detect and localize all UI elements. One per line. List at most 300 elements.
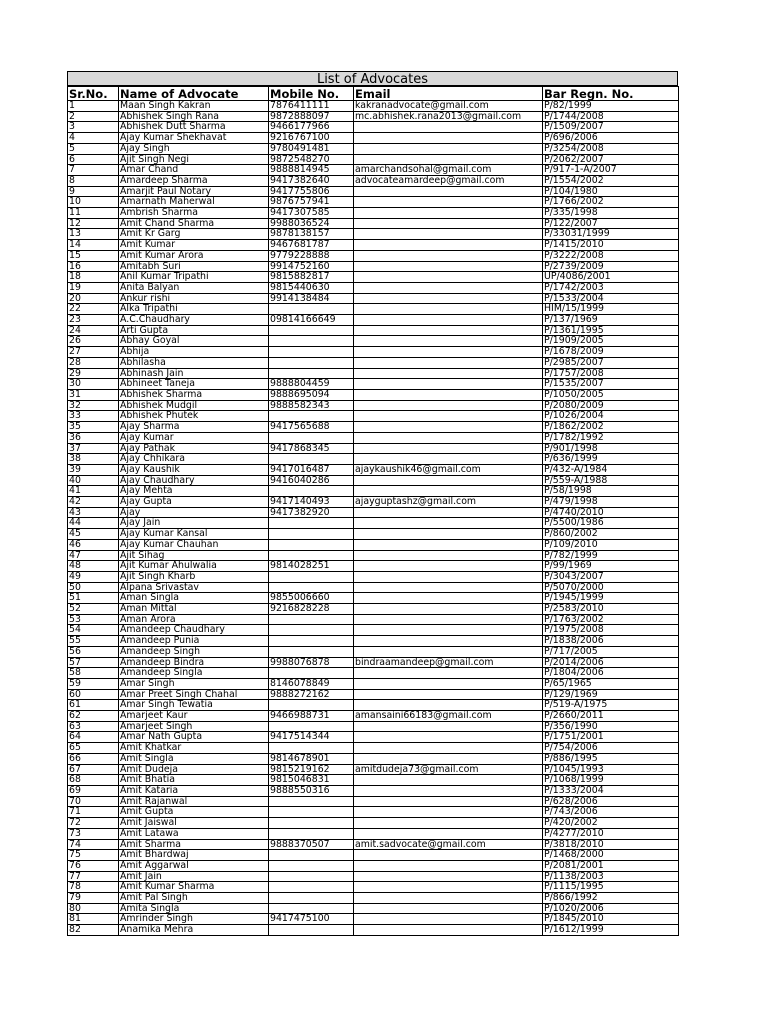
email-cell — [354, 443, 543, 454]
mobile-cell: 9417514344 — [269, 732, 354, 743]
name-cell: Ajit Singh Kharb — [119, 571, 269, 582]
bar-regn-cell: P/5500/1986 — [543, 518, 679, 529]
bar-regn-cell: P/1068/1999 — [543, 775, 679, 786]
bar-regn-cell: P/122/2007 — [543, 218, 679, 229]
bar-regn-cell: P/335/1998 — [543, 208, 679, 219]
sr-no-cell: 23 — [68, 315, 119, 326]
table-row — [68, 657, 679, 668]
mobile-cell — [269, 336, 354, 347]
sr-no-cell: 63 — [68, 721, 119, 732]
email-cell — [354, 925, 543, 936]
name-cell: Ajit Sihag — [119, 550, 269, 561]
bar-regn-cell: P/2583/2010 — [543, 604, 679, 615]
table-row — [68, 807, 679, 818]
bar-regn-cell: P/1763/2002 — [543, 614, 679, 625]
table-row — [68, 903, 679, 914]
email-cell — [354, 903, 543, 914]
name-cell: Ajay Gupta — [119, 497, 269, 508]
bar-regn-cell: P/743/2006 — [543, 807, 679, 818]
mobile-cell — [269, 529, 354, 540]
sr-no-cell: 22 — [68, 304, 119, 315]
sr-no-cell: 52 — [68, 604, 119, 615]
table-row — [68, 143, 679, 154]
mobile-cell: 9417016487 — [269, 464, 354, 475]
email-cell: amansaini66183@gmail.com — [354, 711, 543, 722]
name-cell: Ajay Singh — [119, 143, 269, 154]
bar-regn-cell: P/1509/2007 — [543, 122, 679, 133]
bar-regn-cell: P/1361/1995 — [543, 325, 679, 336]
sr-no-cell: 11 — [68, 208, 119, 219]
table-row — [68, 357, 679, 368]
sheet-title: List of Advocates — [67, 71, 678, 86]
email-cell — [354, 871, 543, 882]
name-cell: Anil Kumar Tripathi — [119, 272, 269, 283]
email-cell — [354, 882, 543, 893]
bar-regn-cell: P/1533/2004 — [543, 293, 679, 304]
mobile-cell: 9815046831 — [269, 775, 354, 786]
name-cell: Abhinash Jain — [119, 368, 269, 379]
sr-no-cell: 33 — [68, 411, 119, 422]
bar-regn-cell: P/2985/2007 — [543, 357, 679, 368]
mobile-cell — [269, 614, 354, 625]
mobile-cell — [269, 454, 354, 465]
mobile-cell: 9467681787 — [269, 240, 354, 251]
mobile-cell — [269, 357, 354, 368]
bar-regn-cell: P/2081/2001 — [543, 860, 679, 871]
table-row — [68, 101, 679, 112]
bar-regn-cell: P/2660/2011 — [543, 711, 679, 722]
mobile-cell: 9417307585 — [269, 208, 354, 219]
sr-no-cell: 28 — [68, 357, 119, 368]
table-row — [68, 732, 679, 743]
mobile-cell — [269, 304, 354, 315]
email-cell — [354, 646, 543, 657]
bar-regn-cell: P/1333/2004 — [543, 786, 679, 797]
sr-no-cell: 73 — [68, 828, 119, 839]
name-cell: Arti Gupta — [119, 325, 269, 336]
table-row — [68, 550, 679, 561]
mobile-cell — [269, 646, 354, 657]
table-row — [68, 454, 679, 465]
name-cell: Abhishek Mudgil — [119, 400, 269, 411]
email-cell — [354, 475, 543, 486]
mobile-cell — [269, 368, 354, 379]
sr-no-cell: 58 — [68, 668, 119, 679]
sr-no-cell: 55 — [68, 636, 119, 647]
sr-no-cell: 53 — [68, 614, 119, 625]
name-cell: Amar Chand — [119, 165, 269, 176]
name-cell: Amandeep Singla — [119, 668, 269, 679]
email-cell — [354, 422, 543, 433]
bar-regn-cell: P/1782/1992 — [543, 432, 679, 443]
sr-no-cell: 57 — [68, 657, 119, 668]
table-row — [68, 818, 679, 829]
name-cell: Amit Bhardwaj — [119, 850, 269, 861]
mobile-cell — [269, 925, 354, 936]
email-cell — [354, 550, 543, 561]
mobile-cell: 9888272162 — [269, 689, 354, 700]
email-cell — [354, 208, 543, 219]
sr-no-cell: 1 — [68, 101, 119, 112]
name-cell: Amit Singla — [119, 753, 269, 764]
sr-no-cell: 66 — [68, 753, 119, 764]
table-row — [68, 753, 679, 764]
sr-no-cell: 78 — [68, 882, 119, 893]
mobile-cell: 9872888097 — [269, 111, 354, 122]
sr-no-cell: 54 — [68, 625, 119, 636]
email-cell — [354, 807, 543, 818]
table-body — [68, 101, 679, 936]
mobile-cell: 9878138157 — [269, 229, 354, 240]
table-row — [68, 443, 679, 454]
bar-regn-cell: P/479/1998 — [543, 497, 679, 508]
sr-no-cell: 4 — [68, 133, 119, 144]
table-row — [68, 636, 679, 647]
name-cell: Amit Rajanwal — [119, 796, 269, 807]
name-cell: Amitabh Suri — [119, 261, 269, 272]
mobile-cell: 9876757941 — [269, 197, 354, 208]
table-row — [68, 422, 679, 433]
sr-no-cell: 70 — [68, 796, 119, 807]
sr-no-cell: 18 — [68, 272, 119, 283]
header-name: Name of Advocate — [119, 87, 269, 101]
table-row — [68, 208, 679, 219]
name-cell: Amandeep Singh — [119, 646, 269, 657]
name-cell: Amit Chand Sharma — [119, 218, 269, 229]
bar-regn-cell: P/1020/2006 — [543, 903, 679, 914]
sr-no-cell: 8 — [68, 175, 119, 186]
name-cell: Amit Kumar — [119, 240, 269, 251]
table-row — [68, 689, 679, 700]
bar-regn-cell: P/2014/2006 — [543, 657, 679, 668]
name-cell: Amrinder Singh — [119, 914, 269, 925]
sr-no-cell: 51 — [68, 593, 119, 604]
email-cell — [354, 315, 543, 326]
bar-regn-cell: UP/4086/2001 — [543, 272, 679, 283]
table-row — [68, 336, 679, 347]
table-row — [68, 133, 679, 144]
table-row — [68, 518, 679, 529]
mobile-cell — [269, 807, 354, 818]
mobile-cell: 9815882817 — [269, 272, 354, 283]
sr-no-cell: 68 — [68, 775, 119, 786]
table-row — [68, 860, 679, 871]
name-cell: Amit Jaiswal — [119, 818, 269, 829]
table-row — [68, 432, 679, 443]
bar-regn-cell: P/1115/1995 — [543, 882, 679, 893]
name-cell: Amit Kumar Sharma — [119, 882, 269, 893]
email-cell — [354, 389, 543, 400]
mobile-cell — [269, 700, 354, 711]
mobile-cell: 9417140493 — [269, 497, 354, 508]
email-cell — [354, 743, 543, 754]
mobile-cell: 9815219162 — [269, 764, 354, 775]
sr-no-cell: 12 — [68, 218, 119, 229]
email-cell — [354, 593, 543, 604]
bar-regn-cell: P/58/1998 — [543, 486, 679, 497]
mobile-cell: 9814028251 — [269, 561, 354, 572]
sr-no-cell: 13 — [68, 229, 119, 240]
table-row — [68, 229, 679, 240]
mobile-cell — [269, 818, 354, 829]
sr-no-cell: 26 — [68, 336, 119, 347]
mobile-cell — [269, 325, 354, 336]
mobile-cell — [269, 625, 354, 636]
name-cell: Amardeep Sharma — [119, 175, 269, 186]
name-cell: Alpana Srivastav — [119, 582, 269, 593]
name-cell: Amit Pal Singh — [119, 893, 269, 904]
sr-no-cell: 9 — [68, 186, 119, 197]
sr-no-cell: 3 — [68, 122, 119, 133]
email-cell — [354, 325, 543, 336]
bar-regn-cell: P/104/1980 — [543, 186, 679, 197]
bar-regn-cell: P/4740/2010 — [543, 507, 679, 518]
bar-regn-cell: P/917-1-A/2007 — [543, 165, 679, 176]
email-cell — [354, 604, 543, 615]
email-cell — [354, 143, 543, 154]
mobile-cell — [269, 486, 354, 497]
email-cell — [354, 186, 543, 197]
table-row — [68, 839, 679, 850]
email-cell — [354, 336, 543, 347]
mobile-cell: 09814166649 — [269, 315, 354, 326]
bar-regn-cell: P/129/1969 — [543, 689, 679, 700]
email-cell — [354, 775, 543, 786]
bar-regn-cell: P/1909/2005 — [543, 336, 679, 347]
name-cell: Anita Balyan — [119, 282, 269, 293]
mobile-cell: 9216828228 — [269, 604, 354, 615]
bar-regn-cell: P/1678/2009 — [543, 347, 679, 358]
bar-regn-cell: P/3818/2010 — [543, 839, 679, 850]
email-cell — [354, 753, 543, 764]
mobile-cell: 9914752160 — [269, 261, 354, 272]
bar-regn-cell: P/1535/2007 — [543, 379, 679, 390]
sr-no-cell: 31 — [68, 389, 119, 400]
bar-regn-cell: P/696/2006 — [543, 133, 679, 144]
table-row — [68, 775, 679, 786]
mobile-cell: 9466988731 — [269, 711, 354, 722]
name-cell: Abhishek Sharma — [119, 389, 269, 400]
sr-no-cell: 10 — [68, 197, 119, 208]
mobile-cell: 9988076878 — [269, 657, 354, 668]
name-cell: Amarjit Paul Notary — [119, 186, 269, 197]
name-cell: Amarnath Maherwal — [119, 197, 269, 208]
mobile-cell: 9914138484 — [269, 293, 354, 304]
bar-regn-cell: P/109/2010 — [543, 539, 679, 550]
email-cell — [354, 133, 543, 144]
table-row — [68, 914, 679, 925]
bar-regn-cell: P/3222/2008 — [543, 250, 679, 261]
email-cell — [354, 282, 543, 293]
table-row — [68, 197, 679, 208]
mobile-cell: 9417565688 — [269, 422, 354, 433]
name-cell: Amit Kataria — [119, 786, 269, 797]
bar-regn-cell: P/1845/2010 — [543, 914, 679, 925]
mobile-cell — [269, 860, 354, 871]
table-row — [68, 582, 679, 593]
bar-regn-cell: P/636/1999 — [543, 454, 679, 465]
table-row — [68, 571, 679, 582]
name-cell: Aman Mittal — [119, 604, 269, 615]
email-cell — [354, 357, 543, 368]
mobile-cell: 9780491481 — [269, 143, 354, 154]
bar-regn-cell: P/1838/2006 — [543, 636, 679, 647]
table-row — [68, 111, 679, 122]
name-cell: Ajit Singh Negi — [119, 154, 269, 165]
name-cell: Ajay Kumar Kansal — [119, 529, 269, 540]
bar-regn-cell: P/782/1999 — [543, 550, 679, 561]
email-cell — [354, 732, 543, 743]
bar-regn-cell: P/356/1990 — [543, 721, 679, 732]
bar-regn-cell: P/1415/2010 — [543, 240, 679, 251]
name-cell: Alka Tripathi — [119, 304, 269, 315]
name-cell: Amit Kr Garg — [119, 229, 269, 240]
email-cell — [354, 529, 543, 540]
name-cell: Ajay Kumar Chauhan — [119, 539, 269, 550]
mobile-cell: 9466177966 — [269, 122, 354, 133]
sr-no-cell: 42 — [68, 497, 119, 508]
sr-no-cell: 37 — [68, 443, 119, 454]
email-cell — [354, 507, 543, 518]
table-row — [68, 379, 679, 390]
name-cell: Amandeep Bindra — [119, 657, 269, 668]
name-cell: Amarjeet Kaur — [119, 711, 269, 722]
mobile-cell — [269, 432, 354, 443]
name-cell: Abhishek Singh Rana — [119, 111, 269, 122]
bar-regn-cell: P/717/2005 — [543, 646, 679, 657]
email-cell: amitdudeja73@gmail.com — [354, 764, 543, 775]
table-row — [68, 764, 679, 775]
sr-no-cell: 47 — [68, 550, 119, 561]
sr-no-cell: 38 — [68, 454, 119, 465]
table-row — [68, 497, 679, 508]
mobile-cell: 9216767100 — [269, 133, 354, 144]
name-cell: Aman Singla — [119, 593, 269, 604]
email-cell — [354, 860, 543, 871]
email-cell — [354, 518, 543, 529]
email-cell: mc.abhishek.rana2013@gmail.com — [354, 111, 543, 122]
name-cell: Amit Sharma — [119, 839, 269, 850]
bar-regn-cell: P/1766/2002 — [543, 197, 679, 208]
email-cell: amit.sadvocate@gmail.com — [354, 839, 543, 850]
bar-regn-cell: P/1945/1999 — [543, 593, 679, 604]
table-row — [68, 871, 679, 882]
email-cell — [354, 154, 543, 165]
name-cell: Abhineet Taneja — [119, 379, 269, 390]
table-row — [68, 539, 679, 550]
bar-regn-cell: P/33031/1999 — [543, 229, 679, 240]
sr-no-cell: 36 — [68, 432, 119, 443]
email-cell — [354, 347, 543, 358]
header-row — [68, 87, 679, 101]
sr-no-cell: 79 — [68, 893, 119, 904]
email-cell — [354, 818, 543, 829]
mobile-cell: 8146078849 — [269, 678, 354, 689]
mobile-cell — [269, 871, 354, 882]
name-cell: Ajay Pathak — [119, 443, 269, 454]
name-cell: Abhay Goyal — [119, 336, 269, 347]
table-row — [68, 475, 679, 486]
bar-regn-cell: P/1050/2005 — [543, 389, 679, 400]
table-row — [68, 743, 679, 754]
email-cell — [354, 668, 543, 679]
email-cell — [354, 850, 543, 861]
mobile-cell — [269, 571, 354, 582]
email-cell: ajaykaushik46@gmail.com — [354, 464, 543, 475]
sr-no-cell: 29 — [68, 368, 119, 379]
email-cell — [354, 368, 543, 379]
table-row — [68, 850, 679, 861]
sr-no-cell: 81 — [68, 914, 119, 925]
bar-regn-cell: P/1026/2004 — [543, 411, 679, 422]
mobile-cell: 9417382920 — [269, 507, 354, 518]
sr-no-cell: 59 — [68, 678, 119, 689]
email-cell: amarchandsohal@gmail.com — [354, 165, 543, 176]
mobile-cell — [269, 850, 354, 861]
email-cell — [354, 796, 543, 807]
sr-no-cell: 67 — [68, 764, 119, 775]
mobile-cell: 9888814945 — [269, 165, 354, 176]
email-cell — [354, 250, 543, 261]
header-mobile: Mobile No. — [269, 87, 354, 101]
bar-regn-cell: P/2080/2009 — [543, 400, 679, 411]
bar-regn-cell: P/1138/2003 — [543, 871, 679, 882]
sr-no-cell: 82 — [68, 925, 119, 936]
sr-no-cell: 20 — [68, 293, 119, 304]
sr-no-cell: 49 — [68, 571, 119, 582]
email-cell — [354, 304, 543, 315]
bar-regn-cell: P/3043/2007 — [543, 571, 679, 582]
table-row — [68, 165, 679, 176]
email-cell — [354, 828, 543, 839]
table-row — [68, 893, 679, 904]
name-cell: Amandeep Chaudhary — [119, 625, 269, 636]
bar-regn-cell: P/137/1969 — [543, 315, 679, 326]
mobile-cell — [269, 796, 354, 807]
bar-regn-cell: P/2062/2007 — [543, 154, 679, 165]
mobile-cell — [269, 903, 354, 914]
sr-no-cell: 5 — [68, 143, 119, 154]
bar-regn-cell: P/4277/2010 — [543, 828, 679, 839]
table-row — [68, 711, 679, 722]
email-cell — [354, 432, 543, 443]
name-cell: Abhilasha — [119, 357, 269, 368]
bar-regn-cell: P/866/1992 — [543, 893, 679, 904]
mobile-cell: 9417868345 — [269, 443, 354, 454]
mobile-cell — [269, 636, 354, 647]
name-cell: Amit Dudeja — [119, 764, 269, 775]
bar-regn-cell: P/1744/2008 — [543, 111, 679, 122]
table-row — [68, 786, 679, 797]
mobile-cell: 9779228888 — [269, 250, 354, 261]
name-cell: Ajit Kumar Ahulwalia — [119, 561, 269, 572]
table-row — [68, 175, 679, 186]
table-row — [68, 668, 679, 679]
name-cell: Ajay Kumar — [119, 432, 269, 443]
sr-no-cell: 30 — [68, 379, 119, 390]
name-cell: Ajay Chaudhary — [119, 475, 269, 486]
sr-no-cell: 27 — [68, 347, 119, 358]
mobile-cell: 9815440630 — [269, 282, 354, 293]
sr-no-cell: 44 — [68, 518, 119, 529]
bar-regn-cell: P/65/1965 — [543, 678, 679, 689]
mobile-cell: 9417475100 — [269, 914, 354, 925]
mobile-cell: 9814678901 — [269, 753, 354, 764]
email-cell — [354, 561, 543, 572]
table-row — [68, 325, 679, 336]
email-cell — [354, 272, 543, 283]
email-cell — [354, 636, 543, 647]
